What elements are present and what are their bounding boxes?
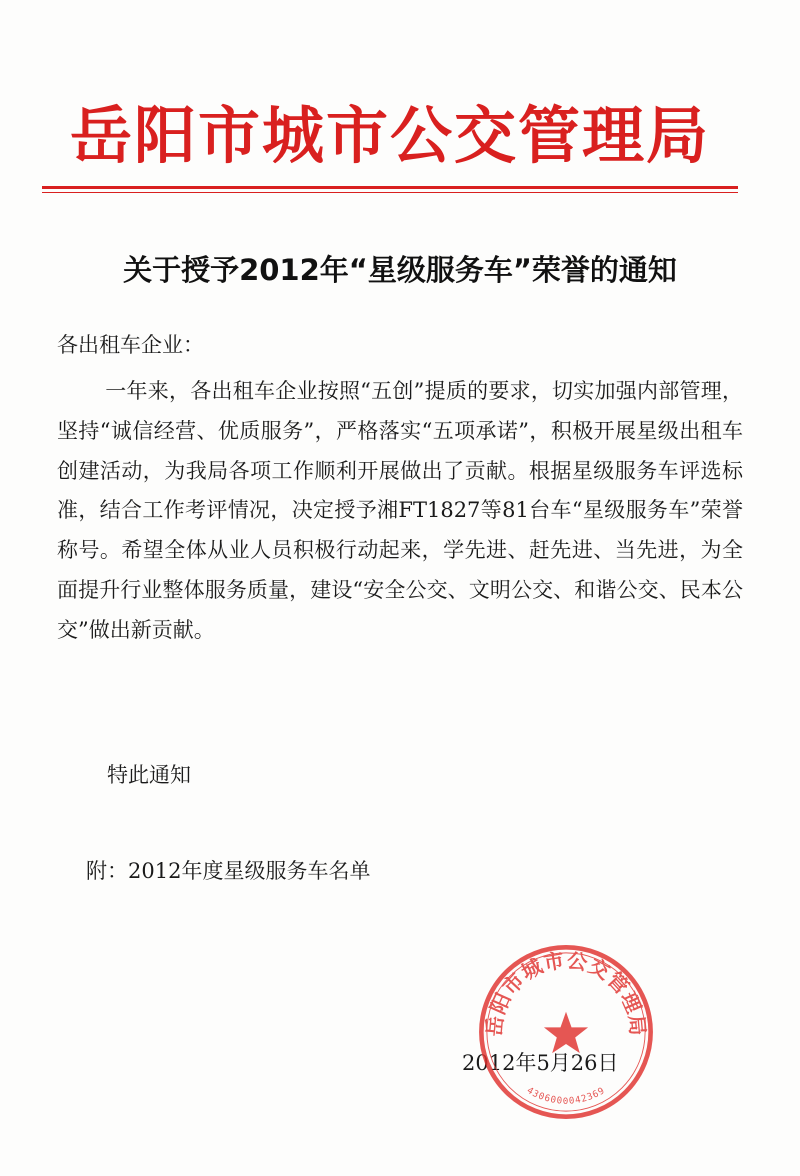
seal-star-icon [544,1012,588,1053]
closing-line: 特此通知 [107,763,191,787]
document-title: 关于授予2012年“星级服务车”荣誉的通知 [123,253,677,287]
letterhead-divider [42,186,738,189]
salutation: 各出租车企业： [57,333,204,357]
letterhead-divider-thin [42,192,738,193]
attachment-line: 附：2012年度星级服务车名单 [86,859,371,883]
official-seal-stamp [474,940,658,1124]
letterhead-org-name: 岳阳市城市公交管理局 [69,99,710,172]
seal-org-text: 岳阳市城市公交管理局 [481,947,651,1038]
body-text [57,372,743,651]
seal-serial-number: 4306000042369 [524,1085,608,1107]
body-paragraph: 一年来，各出租车企业按照“五创”提质的要求，切实加强内部管理，坚持“诚信经营、优质服务”，严格落实“五项承诺”，积极开展星级出租车创建活动，为我局各项工作顺利开展做出了贡献。根据星级服务车评选标准，结合工作考评情况，决定授予湘FT1827等81台车“星级服务车”荣誉称号。希望全体从业人员积极行动起来，学先进、赶先进、当先进，为全面提升行业整体服务质量，建设“安全公交、文明公交、和谐公交、民本公交”做出新贡献。 [57,379,743,642]
issue-date: 2012年5月26日 [462,1051,619,1075]
